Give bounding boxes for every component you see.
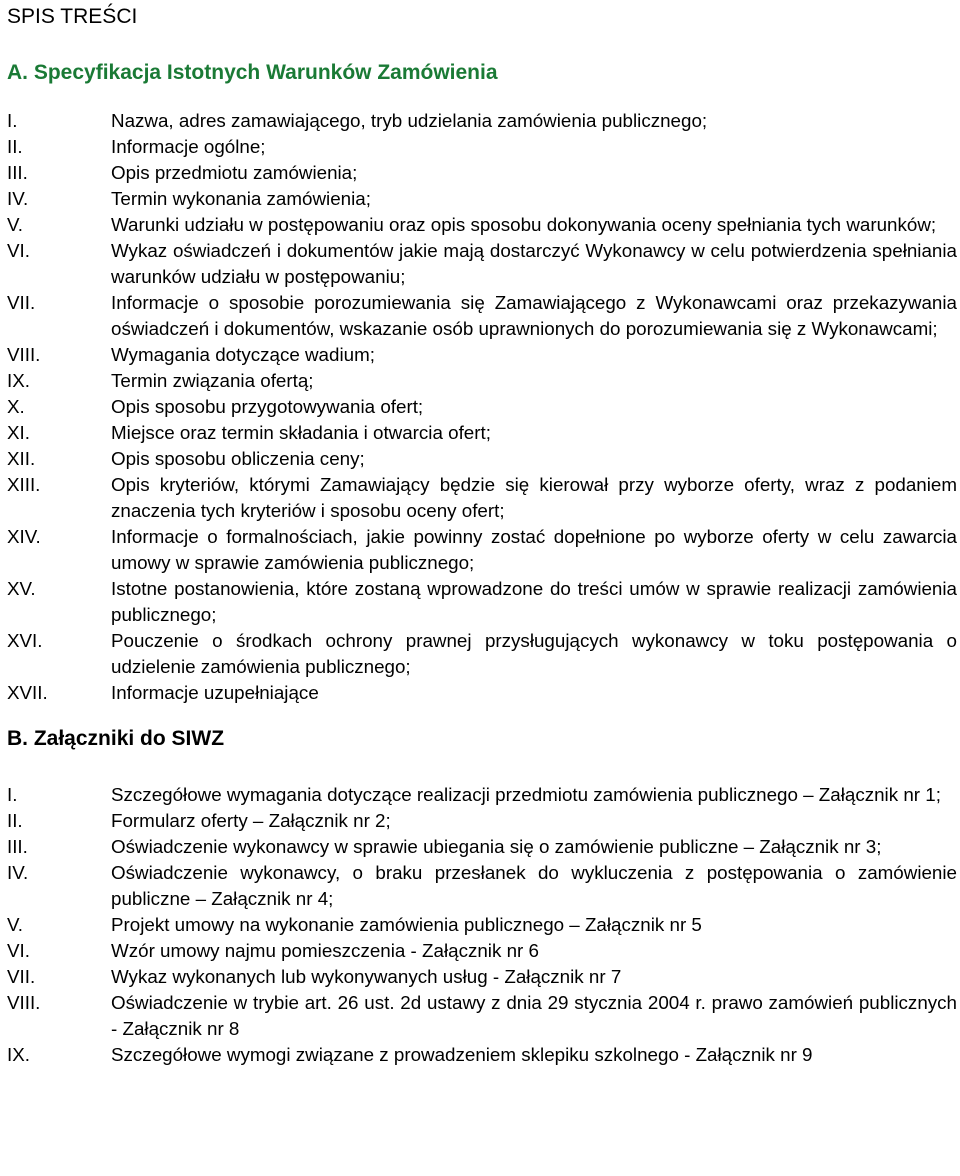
item-number: III. — [7, 162, 28, 183]
item-number: VIII. — [7, 992, 41, 1013]
section-a-list — [7, 108, 957, 706]
section-b-heading: B. Załączniki do SIWZ — [7, 727, 225, 750]
list-item — [7, 368, 957, 394]
item-number: VII. — [7, 966, 36, 987]
list-item — [7, 394, 957, 420]
list-item — [7, 628, 957, 680]
item-number: XIII. — [7, 474, 41, 495]
list-item — [7, 342, 957, 368]
item-text: Opis sposobu przygotowywania ofert; — [111, 396, 424, 417]
list-item — [7, 1042, 957, 1068]
item-text: Nazwa, adres zamawiającego, tryb udzielania zamówienia publicznego; — [111, 110, 708, 131]
item-text: Informacje o sposobie porozumiewania się Zamawiającego z Wykonawcami oraz przekazywania oświadczeń i dokumentów, wskazanie osób uprawnionych do porozumiewania się z Wykonawcami; — [111, 292, 957, 339]
item-text: Szczegółowe wymagania dotyczące realizacji przedmiotu zamówienia publicznego – Załącznik nr 1; — [111, 784, 941, 805]
item-number: XVII. — [7, 682, 48, 703]
item-text: Oświadczenie wykonawcy w sprawie ubiegania się o zamówienie publiczne – Załącznik nr 3; — [111, 836, 882, 857]
list-item — [7, 860, 957, 912]
item-text: Szczegółowe wymogi związane z prowadzeniem sklepiku szkolnego - Załącznik nr 9 — [111, 1044, 813, 1065]
list-item — [7, 108, 957, 134]
item-text: Wymagania dotyczące wadium; — [111, 344, 375, 365]
item-number: V. — [7, 914, 24, 935]
item-text: Formularz oferty – Załącznik nr 2; — [111, 810, 391, 831]
item-text: Projekt umowy na wykonanie zamówienia publicznego – Załącznik nr 5 — [111, 914, 702, 935]
item-number: II. — [7, 136, 23, 157]
list-item — [7, 964, 957, 990]
item-number: XII. — [7, 448, 36, 469]
list-item — [7, 576, 957, 628]
item-text: Wykaz oświadczeń i dokumentów jakie mają dostarczyć Wykonawcy w celu potwierdzenia spełniania warunków udziału w postępowaniu; — [111, 240, 957, 287]
item-text: Miejsce oraz termin składania i otwarcia ofert; — [111, 422, 491, 443]
item-text: Opis przedmiotu zamówienia; — [111, 162, 358, 183]
item-number: VI. — [7, 940, 30, 961]
item-text: Opis sposobu obliczenia ceny; — [111, 448, 365, 469]
list-item — [7, 808, 957, 834]
item-number: II. — [7, 810, 23, 831]
item-number: IX. — [7, 1044, 30, 1065]
item-text: Opis kryteriów, którymi Zamawiający będzie się kierował przy wyborze oferty, wraz z podaniem znaczenia tych kryteriów i sposobu oceny ofert; — [111, 474, 957, 521]
item-text: Warunki udziału w postępowaniu oraz opis sposobu dokonywania oceny spełniania tych warunków; — [111, 214, 937, 235]
list-item — [7, 938, 957, 964]
item-number: VII. — [7, 292, 36, 313]
list-item — [7, 472, 957, 524]
list-item — [7, 680, 957, 706]
list-item — [7, 134, 957, 160]
list-item — [7, 912, 957, 938]
item-text: Oświadczenie wykonawcy, o braku przesłanek do wykluczenia z postępowania o zamówienie publiczne – Załącznik nr 4; — [111, 862, 957, 909]
item-text: Wykaz wykonanych lub wykonywanych usług - Załącznik nr 7 — [111, 966, 622, 987]
item-text: Wzór umowy najmu pomieszczenia - Załącznik nr 6 — [111, 940, 539, 961]
list-item — [7, 420, 957, 446]
item-number: XI. — [7, 422, 30, 443]
item-number: I. — [7, 110, 18, 131]
item-text: Oświadczenie w trybie art. 26 ust. 2d ustawy z dnia 29 stycznia 2004 r. prawo zamówień publicznych - Załącznik nr 8 — [111, 992, 957, 1039]
item-text: Informacje ogólne; — [111, 136, 266, 157]
item-number: V. — [7, 214, 24, 235]
section-a-heading: A. Specyfikacja Istotnych Warunków Zamówienia — [7, 61, 498, 84]
list-item — [7, 782, 957, 808]
item-number: VIII. — [7, 344, 41, 365]
item-number: X. — [7, 396, 25, 417]
item-number: XVI. — [7, 630, 43, 651]
item-number: XIV. — [7, 526, 41, 547]
item-text: Istotne postanowienia, które zostaną wprowadzone do treści umów w sprawie realizacji zamówienia publicznego; — [111, 578, 957, 625]
list-item — [7, 524, 957, 576]
list-item — [7, 160, 957, 186]
item-number: IV. — [7, 188, 29, 209]
item-text: Termin związania ofertą; — [111, 370, 314, 391]
list-item — [7, 446, 957, 472]
item-number: III. — [7, 836, 28, 857]
item-text: Informacje uzupełniające — [111, 682, 319, 703]
item-number: IX. — [7, 370, 30, 391]
toc-title: SPIS TREŚCI — [7, 5, 138, 28]
item-number: VI. — [7, 240, 30, 261]
section-b-list — [7, 782, 957, 1068]
item-text: Pouczenie o środkach ochrony prawnej przysługujących wykonawcy w toku postępowania o udzielenie zamówienia publicznego; — [111, 630, 957, 677]
list-item — [7, 186, 957, 212]
item-number: I. — [7, 784, 18, 805]
item-number: IV. — [7, 862, 29, 883]
item-number: XV. — [7, 578, 36, 599]
item-text: Informacje o formalnościach, jakie powinny zostać dopełnione po wyborze oferty w celu zawarcia umowy w sprawie zamówienia publicznego; — [111, 526, 957, 573]
list-item — [7, 290, 957, 342]
item-text: Termin wykonania zamówienia; — [111, 188, 371, 209]
list-item — [7, 238, 957, 290]
list-item — [7, 212, 957, 238]
list-item — [7, 834, 957, 860]
list-item — [7, 990, 957, 1042]
